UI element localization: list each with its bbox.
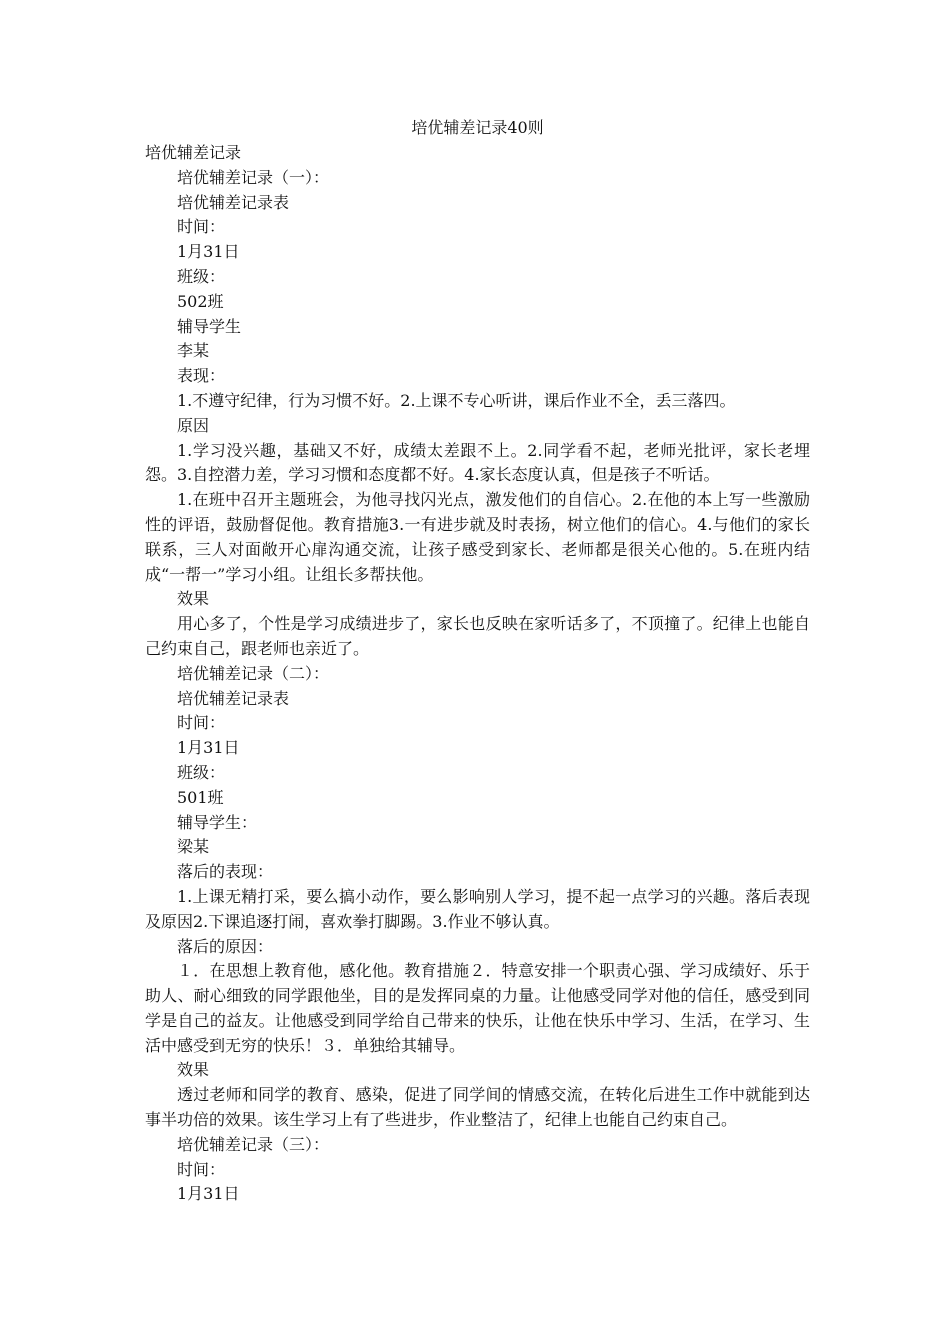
- paragraph: 培优辅差记录（二）：: [177, 663, 330, 683]
- paragraph: 原因: [177, 415, 210, 435]
- paragraph: 1.学习没兴趣，基础又不好，成绩太差跟不上。2.同学看不起，老师光批评，家长老埋怨。3.自控潜力差，学习习惯和态度都不好。4.家长态度认真，但是孩子不听话。: [145, 440, 810, 485]
- paragraph: 效果: [177, 589, 210, 609]
- paragraph: 落后的表现：: [177, 862, 274, 882]
- paragraph: 培优辅差记录表: [177, 192, 290, 212]
- paragraph: 1月31日: [177, 1184, 240, 1204]
- document-page: [145, 117, 810, 1207]
- paragraph: 班级：: [177, 762, 226, 782]
- paragraph: 1.不遵守纪律，行为习惯不好。2.上课不专心听讲，课后作业不全，丢三落四。: [177, 390, 736, 410]
- paragraph: 落后的原因：: [177, 936, 274, 956]
- paragraph: 辅导学生：: [177, 812, 258, 832]
- paragraph: 班级：: [177, 266, 226, 286]
- paragraph: 梁某: [177, 837, 210, 857]
- paragraph: 501班: [177, 787, 224, 807]
- paragraph: 1.在班中召开主题班会，为他寻找闪光点，激发他们的自信心。2.在他的本上写一些激励性的评语，鼓励督促他。教育措施3.一有进步就及时表扬，树立他们的信心。4.与他们的家长联系，三人对面敞开心扉沟通交流，让孩子感受到家长、老师都是很关心他的。5.在班内结成“一帮一”学习小组。让组长多帮扶他。: [145, 490, 810, 584]
- paragraph: 时间：: [177, 1159, 226, 1179]
- paragraph: 1月31日: [177, 242, 240, 262]
- paragraph: 502班: [177, 291, 224, 311]
- document-body: [145, 141, 810, 1207]
- paragraph: 李某: [177, 341, 210, 361]
- paragraph: 透过老师和同学的教育、感染，促进了同学间的情感交流，在转化后进生工作中就能到达事半功倍的效果。该生学习上有了些进步，作业整洁了，纪律上也能自己约束自己。: [145, 1085, 810, 1130]
- paragraph: 1月31日: [177, 738, 240, 758]
- document-title: 培优辅差记录40则: [411, 118, 544, 137]
- paragraph: 时间：: [177, 713, 226, 733]
- paragraph: 辅导学生: [177, 316, 242, 336]
- paragraph: 表现：: [177, 366, 226, 386]
- paragraph: 培优辅差记录（一）：: [177, 167, 330, 187]
- paragraph: １．在思想上教育他，感化他。教育措施２．特意安排一个职责心强、学习成绩好、乐于助人、耐心细致的同学跟他坐，目的是发挥同桌的力量。让他感受同学对他的信任，感受到同学是自己的益友。让他感受到同学给自己带来的快乐，让他在快乐中学习、生活，在学习、生活中感受到无穷的快乐！３．单独给其辅导。: [145, 961, 810, 1055]
- paragraph: 用心多了，个性是学习成绩进步了，家长也反映在家听话多了，不顶撞了。纪律上也能自己约束自己，跟老师也亲近了。: [145, 614, 810, 658]
- paragraph: 培优辅差记录表: [177, 688, 290, 708]
- paragraph: 培优辅差记录: [145, 143, 242, 162]
- paragraph: 1.上课无精打采，要么搞小动作，要么影响别人学习，提不起一点学习的兴趣。落后表现及原因2.下课追逐打闹，喜欢拳打脚踢。3.作业不够认真。: [145, 886, 810, 931]
- paragraph: 培优辅差记录（三）：: [177, 1134, 330, 1154]
- paragraph: 效果: [177, 1060, 210, 1080]
- paragraph: 时间：: [177, 217, 226, 237]
